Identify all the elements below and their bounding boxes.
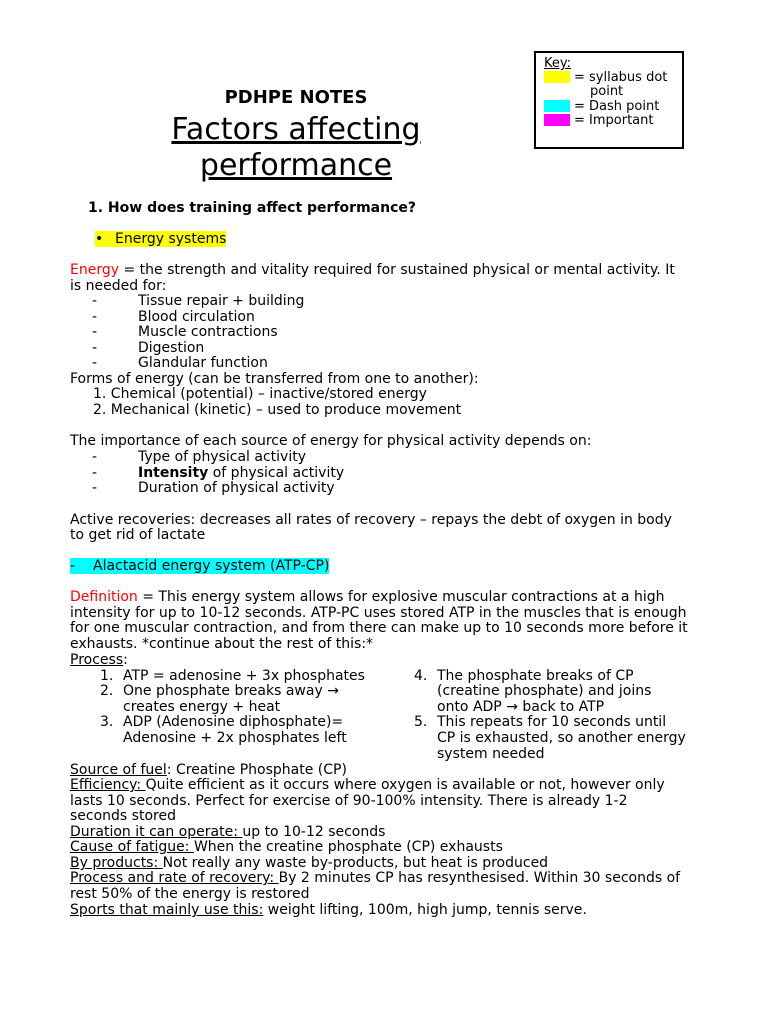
importance-2-bold: Intensity <box>138 465 209 481</box>
dash-point <box>70 558 329 574</box>
process-step-cont: system needed <box>437 746 545 762</box>
fact-text: up to 10-12 seconds <box>242 824 386 840</box>
dash-highlight: - Alactacid energy system (ATP-CP) <box>70 558 330 574</box>
fact-recovery-cont: rest 50% of the energy is restored <box>70 886 310 902</box>
process-step <box>414 668 634 684</box>
list-item: - Digestion <box>92 340 205 356</box>
fact-efficiency-cont: seconds stored <box>70 808 176 824</box>
fact-efficiency-cont: lasts 10 seconds. Perfect for exercise of 90-100% intensity. There is already 1-2 <box>70 793 628 809</box>
process-step-cont: CP is exhausted, so another energy <box>437 730 686 746</box>
importance-intro: The importance of each source of energy for physical activity depends on: <box>70 433 592 449</box>
step-num: 3. <box>100 714 114 730</box>
list-item: - Type of physical activity <box>92 449 306 465</box>
key-item-important: = Important <box>574 113 654 128</box>
fact-fatigue <box>70 839 503 855</box>
step-num: 1. <box>100 668 114 684</box>
fact-label: Efficiency: <box>70 777 146 793</box>
fact-fuel <box>70 762 347 778</box>
step-text: This repeats for 10 seconds until <box>437 714 667 730</box>
need-2: Blood circulation <box>138 309 255 325</box>
fact-text: : Creatine Phosphate (CP) <box>166 762 347 778</box>
list-item: - Muscle contractions <box>92 324 278 340</box>
fact-text: By 2 minutes CP has resynthesised. Within 30 seconds of <box>278 870 681 886</box>
definition-term: Definition <box>70 589 138 605</box>
importance-3: Duration of physical activity <box>138 480 335 496</box>
key-item-syllabus: = syllabus dot <box>574 70 668 85</box>
list-item: - Intensity of physical activity <box>92 465 345 481</box>
definition-line4: exhausts. *continue about the rest of this:* <box>70 636 374 652</box>
key-item-dash: = Dash point <box>574 99 660 114</box>
importance-2-rest: of physical activity <box>208 465 345 481</box>
dash-point-text: Alactacid energy system (ATP-CP) <box>93 558 330 574</box>
forms-intro: Forms of energy (can be transferred from one to another): <box>70 371 479 387</box>
fact-sports <box>70 902 587 918</box>
fact-efficiency <box>70 777 665 793</box>
process-step <box>100 714 343 730</box>
process-step <box>100 668 365 684</box>
process-step <box>100 683 339 699</box>
process-heading <box>70 652 128 668</box>
definition-line1 <box>70 589 664 605</box>
yellow-swatch <box>544 71 570 83</box>
fact-text: When the creatine phosphate (CP) exhausts <box>193 839 503 855</box>
fact-label: Sports that mainly use this: <box>70 902 264 918</box>
importance-1: Type of physical activity <box>138 449 306 465</box>
definition-line2: intensity for up to 10-12 seconds. ATP-PC uses stored ATP in the muscles that is enough <box>70 605 687 621</box>
definition-line3: for one muscular contraction, and from there can make up to 10 seconds more before it <box>70 620 688 636</box>
process-step-cont: creates energy + heat <box>123 699 281 715</box>
need-3: Muscle contractions <box>138 324 278 340</box>
syllabus-highlight: • Energy systems <box>95 231 227 247</box>
key-item-syllabus-cont: point <box>590 84 624 99</box>
fact-label: Duration it can operate: <box>70 824 243 840</box>
energy-definition-line2: is needed for: <box>70 278 167 294</box>
process-step-cont: Adenosine + 2x phosphates left <box>123 730 347 746</box>
step-text: One phosphate breaks away → <box>123 683 339 699</box>
need-1: Tissue repair + building <box>138 293 305 309</box>
step-num: 4. <box>414 668 428 684</box>
page-subtitle-line2 <box>0 148 592 184</box>
step-num: 5. <box>414 714 428 730</box>
syllabus-point-text: Energy systems <box>115 231 227 247</box>
fact-label: By products: <box>70 855 163 871</box>
fact-text: Quite efficient as it occurs where oxygen is available or not, however only <box>145 777 665 793</box>
fact-label: Process and rate of recovery: <box>70 870 279 886</box>
form-1: 1. Chemical (potential) – inactive/stored energy <box>93 386 427 402</box>
energy-definition-line1 <box>70 262 675 278</box>
energy-term: Energy <box>70 262 120 278</box>
list-item: - Blood circulation <box>92 309 255 325</box>
fact-recovery <box>70 870 680 886</box>
fact-label: Source of fuel <box>70 762 167 778</box>
process-label: Process <box>70 652 124 668</box>
need-5: Glandular function <box>138 355 268 371</box>
page-title: PDHPE NOTES <box>224 87 368 108</box>
process-colon: : <box>123 652 128 668</box>
fact-label: Cause of fatigue: <box>70 839 194 855</box>
energy-def-text: = the strength and vitality required for sustained physical or mental activity. It <box>119 262 675 278</box>
subtitle-text-1: Factors affecting <box>171 112 421 147</box>
need-4: Digestion <box>138 340 205 356</box>
definition-text-1: = This energy system allows for explosive muscular contractions at a high <box>137 589 665 605</box>
fact-byproducts <box>70 855 548 871</box>
list-item: - Duration of physical activity <box>92 480 335 496</box>
list-item: - Glandular function <box>92 355 268 371</box>
list-item: - Tissue repair + building <box>92 293 305 309</box>
key-label: Key: <box>544 56 572 71</box>
process-step <box>414 714 666 730</box>
active-recovery-line1: Active recoveries: decreases all rates of recovery – repays the debt of oxygen in body <box>70 512 672 528</box>
fact-text: Not really any waste by-products, but heat is produced <box>162 855 549 871</box>
syllabus-point <box>95 231 226 247</box>
step-text: The phosphate breaks of CP <box>437 668 634 684</box>
step-text: ATP = adenosine + 3x phosphates <box>123 668 365 684</box>
page-subtitle-line1 <box>0 112 592 148</box>
step-text: ADP (Adenosine diphosphate)= <box>123 714 344 730</box>
form-2: 2. Mechanical (kinetic) – used to produce movement <box>93 402 462 418</box>
step-num: 2. <box>100 683 114 699</box>
question-heading: 1. How does training affect performance? <box>88 200 416 216</box>
process-step-cont: onto ADP → back to ATP <box>437 699 605 715</box>
process-step-cont: (creatine phosphate) and joins <box>437 683 652 699</box>
active-recovery-line2: to get rid of lactate <box>70 527 206 543</box>
fact-text: weight lifting, 100m, high jump, tennis serve. <box>263 902 587 918</box>
subtitle-text-2: performance <box>199 148 393 183</box>
fact-duration <box>70 824 385 840</box>
